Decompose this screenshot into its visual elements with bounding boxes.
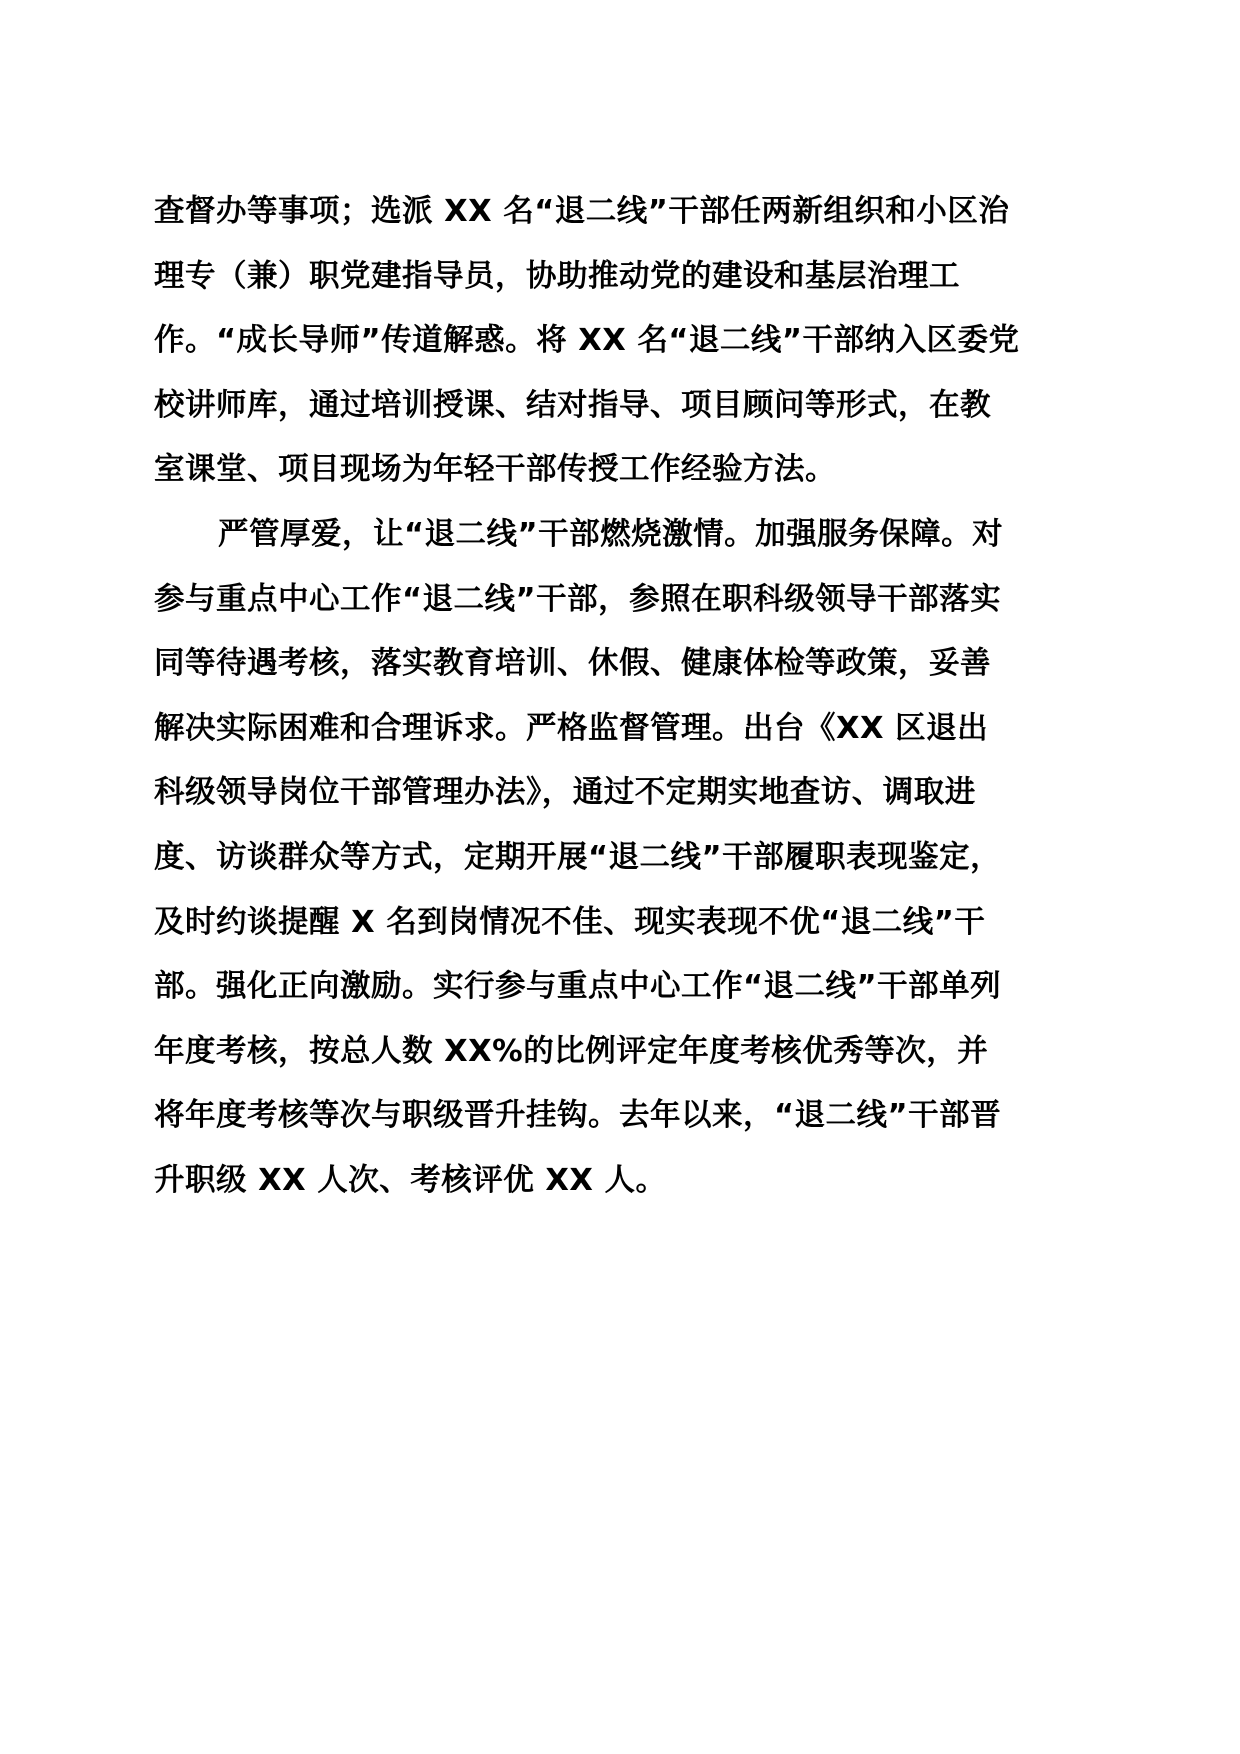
text-line: 升职级 XX 人次、考核评优 XX 人。 — [154, 1162, 667, 1198]
text-line: 及时约谈提醒 X 名到岗情况不佳、现实表现不优“退二线”干 — [154, 904, 986, 940]
text-line: 作。“成长导师”传道解惑。将 XX 名“退二线”干部纳入区委党 — [154, 323, 1020, 359]
text-line: 度、访谈群众等方式，定期开展“退二线”干部履职表现鉴定， — [154, 839, 1002, 875]
text-line: 同等待遇考核，落实教育培训、休假、健康体检等政策，妥善 — [154, 646, 991, 682]
text-line: 科级领导岗位干部管理办法》，通过不定期实地查访、调取进 — [154, 775, 976, 811]
text-line: 校讲师库，通过培训授课、结对指导、项目顾问等形式，在教 — [154, 387, 991, 423]
text-line: 解决实际困难和合理诉求。严格监督管理。出台《XX 区退出 — [154, 710, 989, 746]
text-line: 参与重点中心工作“退二线”干部，参照在职科级领导干部落实 — [154, 581, 1002, 617]
text-line: 年度考核，按总人数 XX%的比例评定年度考核优秀等次，并 — [154, 1033, 989, 1069]
body-text — [154, 180, 1084, 1214]
paragraph-start-line: 严管厚爱，让“退二线”干部燃烧激情。加强服务保障。对 — [218, 516, 1004, 552]
text-line: 理专（兼）职党建指导员，协助推动党的建设和基层治理工 — [154, 258, 960, 294]
text-line: 部。强化正向激励。实行参与重点中心工作“退二线”干部单列 — [154, 969, 1002, 1005]
text-line: 将年度考核等次与职级晋升挂钩。去年以来，“退二线”干部晋 — [154, 1098, 1002, 1134]
text-line: 查督办等事项；选派 XX 名“退二线”干部任两新组织和小区治 — [154, 194, 1010, 229]
text-line: 室课堂、项目现场为年轻干部传授工作经验方法。 — [154, 452, 836, 488]
